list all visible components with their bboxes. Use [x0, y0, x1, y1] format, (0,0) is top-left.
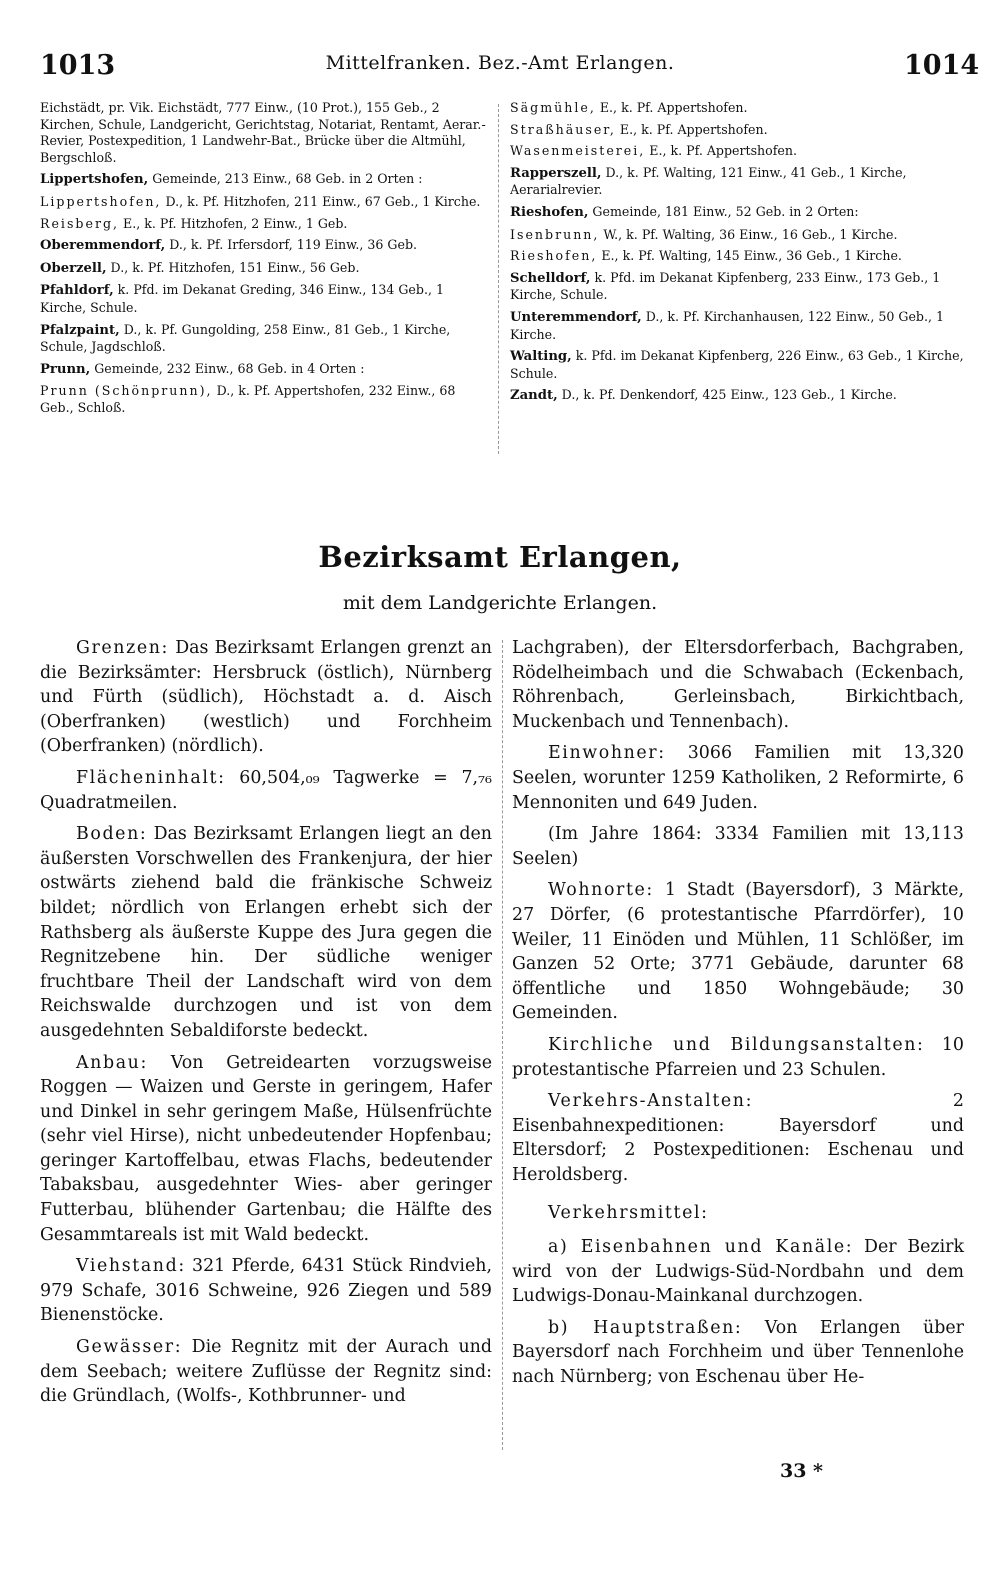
body-paragraph	[40, 822, 492, 1043]
paragraph-heading: Wohnorte:	[548, 880, 654, 901]
place-name: Schelldorf,	[510, 270, 591, 286]
place-name: Pfalzpaint,	[40, 322, 120, 338]
body-paragraph	[512, 741, 964, 815]
gazetteer-entry	[40, 237, 490, 255]
paragraph-text: Von Erlangen über Bayersdorf nach Forchheim und über Tennenlohe nach Nürnberg; von Eschenau über He-	[512, 1317, 964, 1388]
paragraph-heading: Gewässer:	[76, 1337, 183, 1358]
gazetteer-entry	[510, 348, 965, 382]
paragraph-heading: b) Hauptstraßen:	[548, 1317, 743, 1338]
gazetteer-entry	[40, 100, 490, 166]
paragraph-text: Das Bezirksamt Erlangen liegt an den äußersten Vorschwellen des Frankenjura, der hier ostwärts ziehend bald die fränkische Schweiz bildet; nördlich von Erlangen erhebt sich der Rathsberg als äußerste Kuppe des Jura gegen die Regnitzebene hin. Der südliche weniger fruchtbare Theil der Landschaft wird von dem Reichswalde durchzogen und ist von dem ausgedehnten Sebaldiforste bedeckt.	[40, 824, 492, 1041]
locality-name: Sägmühle,	[510, 100, 596, 115]
gazetteer-entry	[510, 270, 965, 304]
entry-text: E., k. Pf. Appertshofen.	[645, 143, 797, 159]
body-column-right	[512, 636, 964, 1397]
place-name: Zandt,	[510, 388, 558, 404]
paragraph-heading: Flächeninhalt:	[76, 767, 226, 788]
gazetteer-entry	[510, 165, 965, 199]
entry-text: Gemeinde, 232 Einw., 68 Geb. in 4 Orten :	[90, 360, 365, 376]
body-paragraph	[512, 1201, 964, 1226]
paragraph-text: Das Bezirksamt Erlangen grenzt an die Bezirksämter: Hersbruck (östlich), Nürnberg und Fürth (südlich), Höchstadt a. d. Aisch (Oberfranken) (westlich) und Forchheim (Oberfranken) (nördlich).	[40, 638, 492, 757]
paragraph-heading: Einwohner:	[548, 743, 666, 764]
paragraph-text: 3066 Familien mit 13,320 Seelen, worunter 1259 Katholiken, 2 Reformirte, 6 Mennoniten und 649 Juden.	[512, 743, 964, 813]
section-title: Bezirksamt Erlangen,	[318, 540, 682, 574]
gazetteer-column-right	[510, 100, 965, 410]
gazetteer-entry	[510, 143, 965, 160]
place-name: Unteremmendorf,	[510, 309, 642, 325]
locality-name: Wasenmeisterei,	[510, 143, 646, 159]
gazetteer-entry	[40, 216, 490, 233]
section-subtitle: mit dem Landgerichte Erlangen.	[342, 592, 658, 614]
place-name: Oberemmendorf,	[40, 238, 166, 254]
locality-name: Isenbrunn,	[510, 226, 600, 242]
entry-text: D., k. Pf. Walting, 121 Einw., 41 Geb., 1 Kirche, Aerarialrevier.	[510, 164, 907, 198]
entry-text: D., k. Pf. Gungolding, 258 Einw., 81 Geb., 1 Kirche, Schule, Jagdschloß.	[40, 321, 451, 355]
entry-text: Eichstädt, pr. Vik. Eichstädt, 777 Einw., (10 Prot.), 155 Geb., 2 Kirchen, Schule, Landgericht, Gerichtstag, Notariat, Rentamt, Aerar.-Revier, Postexpedition, 1 Landwehr-Bat., Brücke über die Altmühl, Bergschloß.	[40, 100, 486, 165]
paragraph-text: 2 Eisenbahnexpeditionen: Bayersdorf und Eltersdorf; 2 Postexpeditionen: Eschenau und Heroldsberg.	[512, 1091, 964, 1185]
paragraph-heading: Boden:	[76, 824, 148, 845]
entry-text: E., k. Pf. Appertshofen.	[595, 100, 748, 115]
gazetteer-entry	[40, 171, 490, 189]
entry-text: D., k. Pf. Irfersdorf, 119 Einw., 36 Geb.	[165, 237, 418, 253]
place-name: Prunn,	[40, 361, 91, 377]
body-paragraph	[512, 1089, 964, 1187]
page-number-right: 1014	[904, 50, 980, 81]
gazetteer-entry	[510, 227, 965, 244]
entry-text: D., k. Pf. Denkendorf, 425 Einw., 123 Geb., 1 Kirche.	[557, 387, 897, 403]
gazetteer-entry	[40, 194, 490, 211]
gazetteer-entry	[40, 361, 490, 379]
paragraph-heading: Verkehrs-Anstalten:	[548, 1091, 754, 1112]
entry-text: D., k. Pf. Appertshofen, 232 Einw., 68 Geb., Schloß.	[40, 383, 456, 415]
entry-text: E., k. Pf. Appertshofen.	[615, 121, 768, 137]
place-name: Lippertshofen,	[40, 172, 149, 188]
gazetteer-column-left	[40, 100, 490, 422]
column-divider-top	[498, 104, 499, 454]
body-paragraph	[40, 636, 492, 759]
place-name: Oberzell,	[40, 260, 107, 276]
body-paragraph	[512, 1235, 964, 1309]
gazetteer-entry	[40, 322, 490, 356]
body-paragraph	[512, 1033, 964, 1082]
entry-text: Gemeinde, 213 Einw., 68 Geb. in 2 Orten :	[148, 171, 423, 187]
gazetteer-entry	[510, 100, 965, 117]
gazetteer-entry	[40, 260, 490, 278]
gazetteer-entry	[510, 204, 965, 222]
body-paragraph	[40, 766, 492, 815]
paragraph-heading: Kirchliche und Bildungsanstalten:	[548, 1034, 925, 1055]
paragraph-heading: Anbau:	[76, 1052, 148, 1073]
entry-text: k. Pfd. im Dekanat Greding, 346 Einw., 134 Geb., 1 Kirche, Schule.	[40, 282, 444, 315]
place-name: Walting,	[510, 349, 572, 365]
entry-text: D., k. Pf. Hitzhofen, 211 Einw., 67 Geb., 1 Kirche.	[161, 193, 481, 209]
paragraph-text: Lachgraben), der Eltersdorferbach, Bachgraben, Rödelheimbach und die Schwabach (Eckenbach, Röhrenbach, Gerleinsbach, Birkichtbach, Muckenbach und Tennenbach).	[512, 638, 964, 732]
body-paragraph	[512, 1316, 964, 1390]
paragraph-text: Die Regnitz mit der Aurach und dem Seebach; weitere Zuflüsse der Regnitz sind: die Gründlach, (Wolfs-, Kothbrunner- und	[40, 1337, 492, 1407]
paragraph-heading: Viehstand:	[76, 1256, 186, 1277]
body-paragraph	[40, 1335, 492, 1409]
paragraph-heading: Grenzen:	[76, 638, 170, 658]
place-name: Rieshofen,	[510, 204, 589, 220]
gazetteer-entry	[510, 122, 965, 139]
running-title: Mittelfranken. Bez.-Amt Erlangen.	[325, 52, 675, 74]
body-paragraph	[40, 1051, 492, 1248]
locality-name: Reisberg,	[40, 215, 120, 231]
entry-text: E., k. Pf. Walting, 145 Einw., 36 Geb., 1 Kirche.	[597, 248, 902, 264]
column-divider-body	[502, 640, 503, 1450]
entry-text: Gemeinde, 181 Einw., 52 Geb. in 2 Orten:	[588, 203, 859, 219]
entry-text: k. Pfd. im Dekanat Kipfenberg, 233 Einw., 173 Geb., 1 Kirche, Schule.	[510, 269, 941, 303]
entry-text: E., k. Pf. Hitzhofen, 2 Einw., 1 Geb.	[119, 215, 348, 231]
place-name: Rapperszell,	[510, 165, 602, 181]
gazetteer-entry	[510, 309, 965, 343]
paragraph-text: 60,504,₀₉ Tagwerke = 7,₇₆ Quadratmeilen.	[40, 767, 492, 813]
paragraph-text: Von Getreidearten vorzugsweise Roggen — Waizen und Gerste in geringem, Hafer und Dinkel in sehr geringem Maße, Hülsenfrüchte (sehr viel Hirse), nicht unbedeutender Hopfenbau; geringer Kartoffelbau, etwas Flachs, bedeutender Tabaksbau, ausgedehnter Wies- aber geringer Futterbau, blühender Gartenbau; die Hälfte des Gesammtareals ist mit Wald bedeckt.	[40, 1052, 492, 1245]
body-paragraph	[512, 878, 964, 1026]
gazetteer-entry	[510, 387, 965, 405]
place-name: Pfahldorf,	[40, 283, 114, 299]
paragraph-text: Der Bezirk wird von der Ludwigs-Süd-Nordbahn und dem Ludwigs-Donau-Mainkanal durchzogen.	[512, 1237, 964, 1307]
paragraph-text: 10 protestantische Pfarreien und 23 Schulen.	[512, 1034, 964, 1080]
gazetteer-entry	[40, 383, 490, 416]
page-number-left: 1013	[40, 50, 116, 81]
locality-name: Rieshofen,	[510, 248, 598, 264]
paragraph-text: 321 Pferde, 6431 Stück Rindvieh, 979 Schafe, 3016 Schweine, 926 Ziegen und 589 Bienenstöcke.	[40, 1256, 492, 1326]
paragraph-text: (Im Jahre 1864: 3334 Familien mit 13,113 Seelen)	[512, 824, 964, 869]
body-paragraph	[512, 822, 964, 871]
entry-text: D., k. Pf. Hitzhofen, 151 Einw., 56 Geb.	[106, 259, 360, 275]
gazetteer-entry	[40, 282, 490, 316]
gazetteer-entry	[510, 248, 965, 265]
locality-name: Prunn (Schönprunn),	[40, 383, 213, 399]
entry-text: W., k. Pf. Walting, 36 Einw., 16 Geb., 1 Kirche.	[599, 226, 898, 242]
body-column-left	[40, 636, 492, 1416]
paragraph-heading: Verkehrsmittel:	[548, 1203, 709, 1224]
body-paragraph	[40, 1254, 492, 1328]
entry-text: k. Pfd. im Dekanat Kipfenberg, 226 Einw., 63 Geb., 1 Kirche, Schule.	[510, 348, 964, 381]
entry-text: D., k. Pf. Kirchanhausen, 122 Einw., 50 Geb., 1 Kirche.	[510, 308, 945, 342]
body-paragraph	[512, 636, 964, 734]
paragraph-text: 1 Stadt (Bayersdorf), 3 Märkte, 27 Dörfer, (6 protestantische Pfarrdörfer), 10 Weiler, 11 Einöden und Mühlen, 11 Schlößer, im Ganzen 52 Orte; 3771 Gebäude, darunter 68 öffentliche und 1850 Wohngebäude; 30 Gemeinden.	[512, 880, 964, 1024]
paragraph-heading: a) Eisenbahnen und Kanäle:	[548, 1237, 854, 1258]
signature-mark: 33 *	[780, 1460, 823, 1482]
locality-name: Lippertshofen,	[40, 193, 162, 209]
locality-name: Straßhäuser,	[510, 121, 616, 137]
